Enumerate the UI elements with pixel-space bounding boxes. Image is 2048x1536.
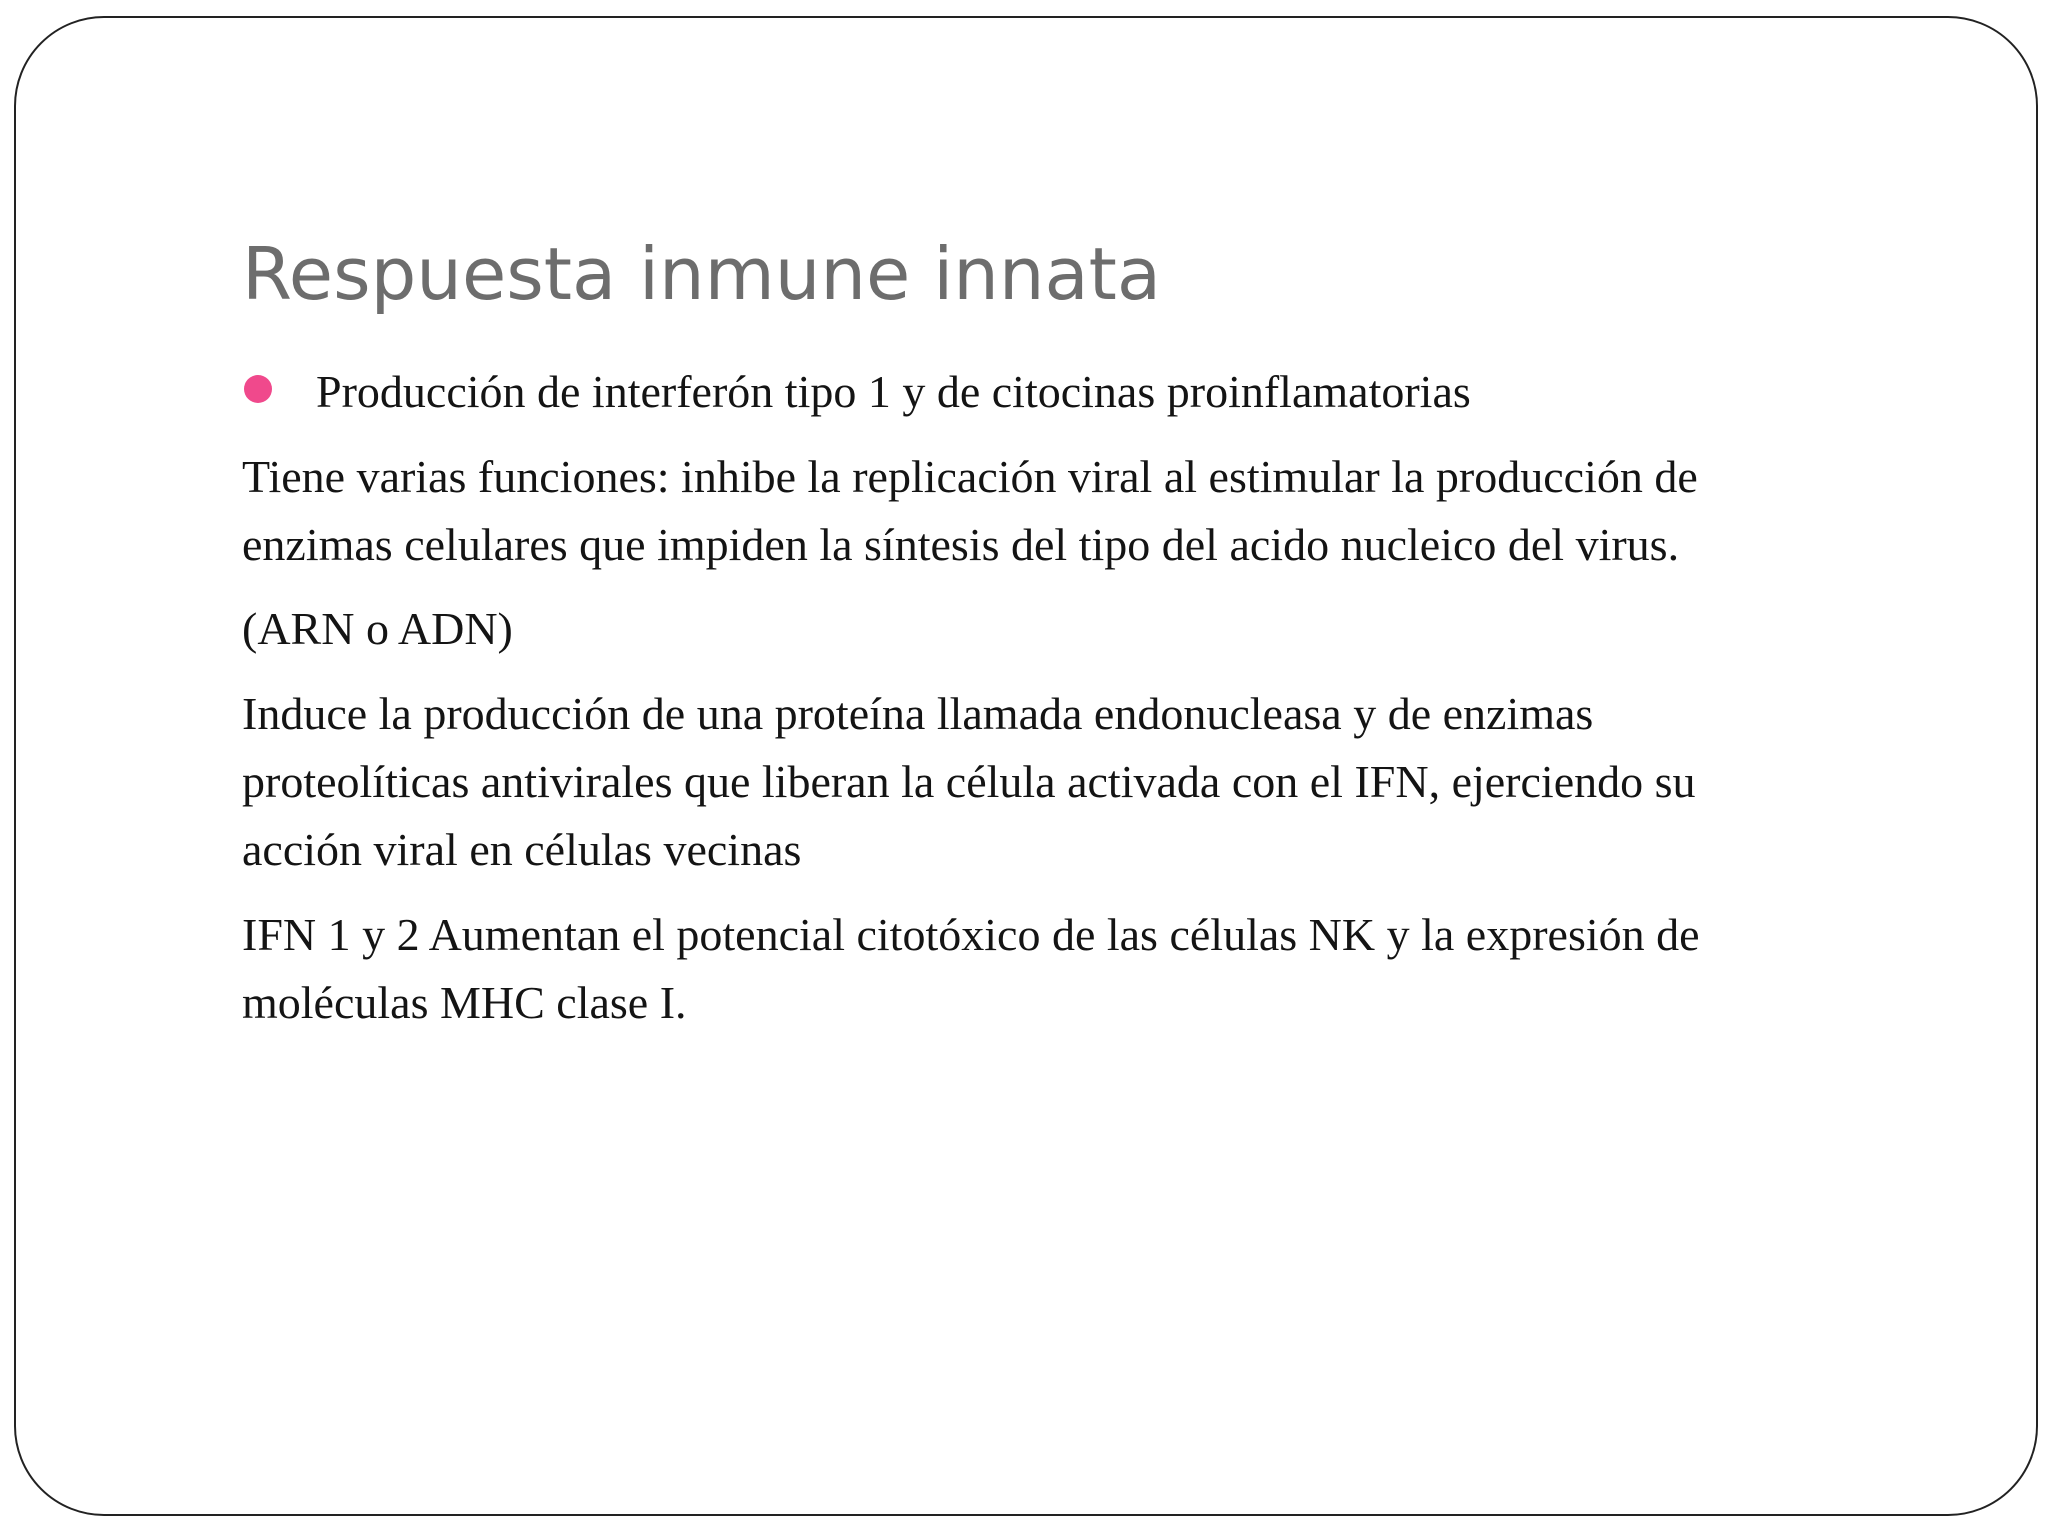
paragraph-line: proteolíticas antivirales que liberan la célula activada con el IFN, ejerciendo su	[242, 756, 1696, 807]
slide-frame	[14, 16, 2038, 1516]
bullet-text: Producción de interferón tipo 1 y de citocinas proinflamatorias	[316, 366, 1471, 417]
slide-title: Respuesta inmune innata	[242, 232, 1161, 316]
paragraph-line: Induce la producción de una proteína llamada endonucleasa y de enzimas	[242, 688, 1594, 739]
paragraph-ifn-nk	[242, 901, 1972, 1037]
paragraph-line: enzimas celulares que impiden la síntesis del tipo del acido nucleico del virus.	[242, 519, 1680, 570]
paragraph-line: acción viral en células vecinas	[242, 824, 802, 875]
paragraph-line: Tiene varias funciones: inhibe la replicación viral al estimular la producción de	[242, 451, 1698, 502]
bullet-dot-icon	[244, 375, 272, 403]
bullet-item	[242, 358, 1972, 426]
slide-body	[242, 358, 1972, 1054]
paragraph-endonuclease	[242, 680, 1972, 884]
paragraph-line: IFN 1 y 2 Aumentan el potencial citotóxico de las células NK y la expresión de	[242, 909, 1700, 960]
paragraph-line: moléculas MHC clase I.	[242, 977, 687, 1028]
paragraph-functions	[242, 443, 1972, 663]
paragraph-line: (ARN o ADN)	[242, 603, 513, 654]
